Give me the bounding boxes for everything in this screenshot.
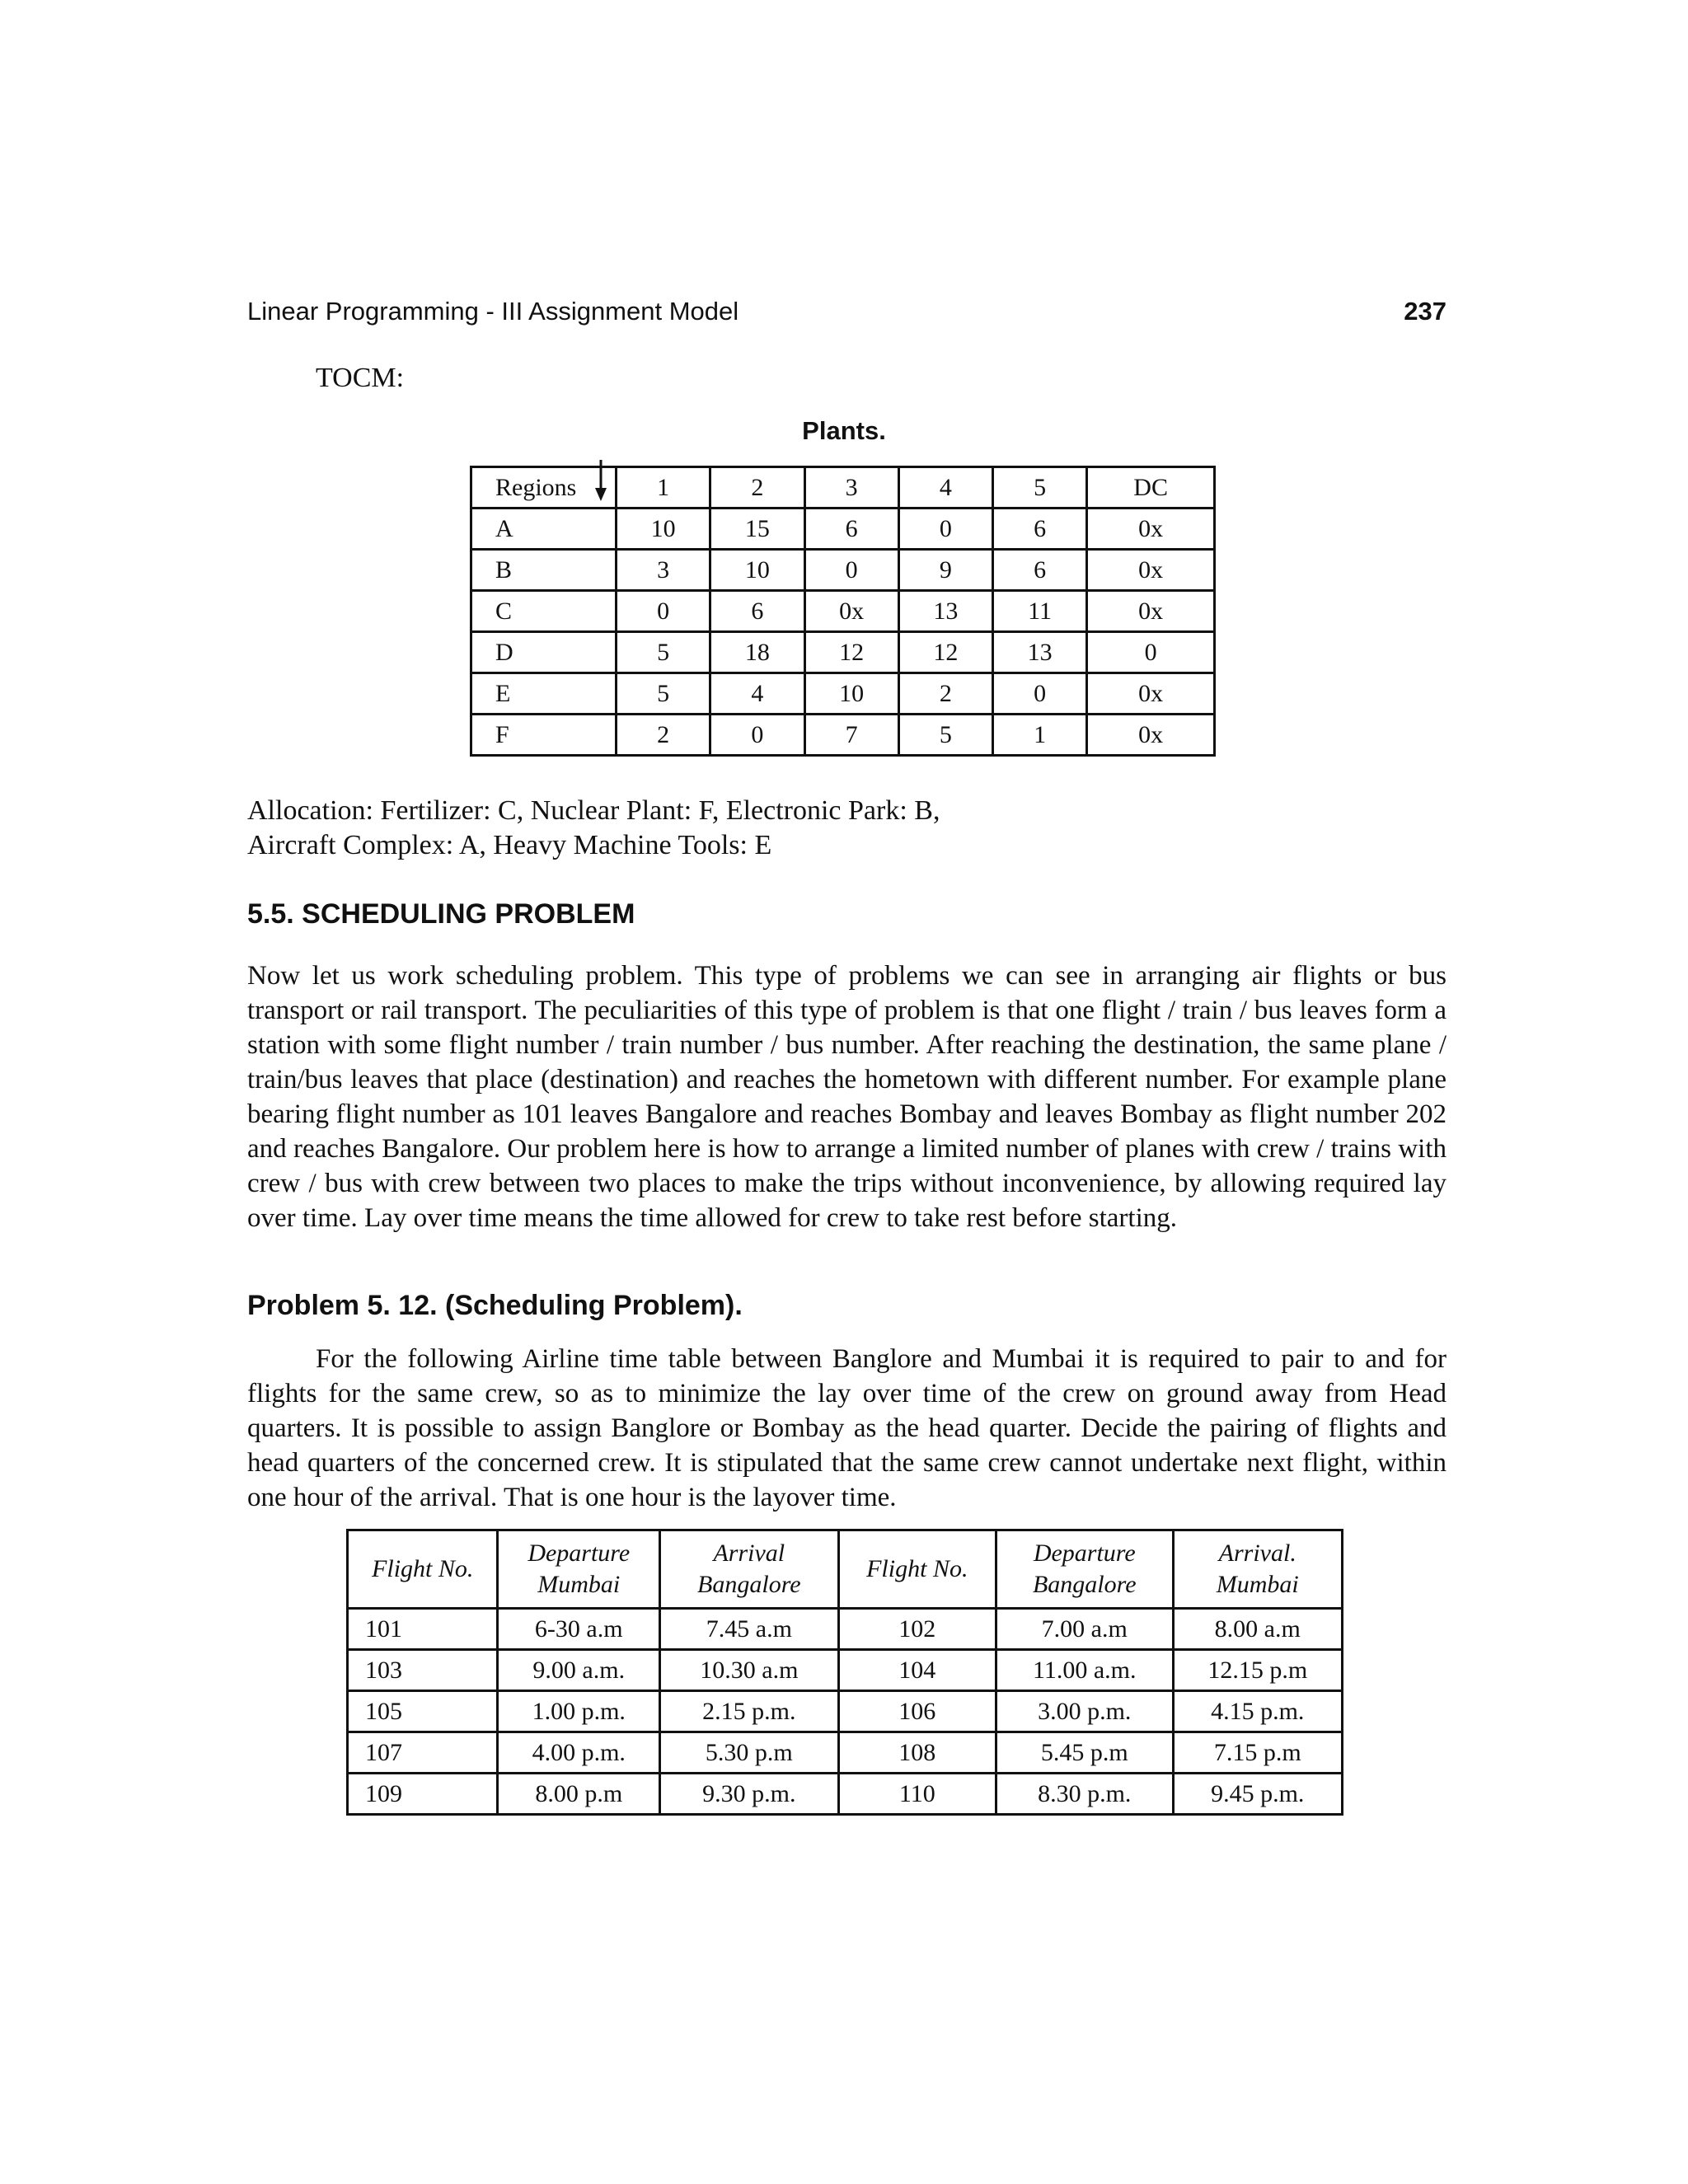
- table-cell: 5: [617, 632, 710, 673]
- table-cell: 102: [838, 1609, 996, 1650]
- table-cell: 13: [993, 632, 1087, 673]
- table-row: [471, 591, 1215, 632]
- table-cell: 10: [617, 509, 710, 550]
- tocm-row-label: C: [471, 591, 617, 632]
- allocation-text: [247, 794, 1447, 863]
- table-cell: 11: [993, 591, 1087, 632]
- table-cell: 0: [804, 550, 898, 591]
- table-cell: 0: [617, 591, 710, 632]
- table-cell: 109: [348, 1774, 498, 1815]
- table-cell: 8.00 p.m: [498, 1774, 660, 1815]
- table-cell: 0x: [804, 591, 898, 632]
- table-cell: 107: [348, 1732, 498, 1774]
- table-cell: 12: [804, 632, 898, 673]
- table-cell: 13: [898, 591, 992, 632]
- header-line: Departure: [1033, 1540, 1136, 1567]
- table-cell: 105: [348, 1691, 498, 1732]
- tocm-row-label: E: [471, 673, 617, 715]
- table-cell: 0x: [1087, 715, 1215, 756]
- table-cell: 5: [898, 715, 992, 756]
- table-cell: 2: [617, 715, 710, 756]
- table-cell: 9.45 p.m.: [1173, 1774, 1342, 1815]
- table-cell: 108: [838, 1732, 996, 1774]
- tocm-col-header: DC: [1087, 467, 1215, 509]
- flight-header-row: [348, 1530, 1343, 1609]
- table-row: [348, 1732, 1343, 1774]
- page-number: 237: [1404, 297, 1447, 326]
- header-line: Bangalore: [1032, 1571, 1137, 1598]
- table-cell: 8.30 p.m.: [996, 1774, 1173, 1815]
- header-line: Arrival: [713, 1540, 785, 1567]
- header-line: Departure: [528, 1540, 631, 1567]
- table-cell: 6: [993, 509, 1087, 550]
- tocm-col-header: 2: [710, 467, 804, 509]
- table-cell: 10.30 a.m: [660, 1650, 839, 1691]
- table-cell: 10: [804, 673, 898, 715]
- table-cell: 0: [710, 715, 804, 756]
- tocm-col-header: 4: [898, 467, 992, 509]
- table-cell: 7: [804, 715, 898, 756]
- table-cell: 0x: [1087, 673, 1215, 715]
- flight-col-header: [660, 1530, 839, 1609]
- table-cell: 4: [710, 673, 804, 715]
- tocm-row-label: B: [471, 550, 617, 591]
- table-row: [348, 1650, 1343, 1691]
- table-cell: 3.00 p.m.: [996, 1691, 1173, 1732]
- table-row: [348, 1774, 1343, 1815]
- table-cell: 1: [993, 715, 1087, 756]
- flight-col-header: [1173, 1530, 1342, 1609]
- table-cell: 104: [838, 1650, 996, 1691]
- allocation-line: Allocation: Fertilizer: C, Nuclear Plant: F, Electronic Park: B,: [247, 795, 940, 826]
- table-cell: 18: [710, 632, 804, 673]
- tocm-col-header: 5: [993, 467, 1087, 509]
- table-cell: 0x: [1087, 591, 1215, 632]
- header-line: Flight No.: [866, 1555, 968, 1582]
- tocm-corner-cell: [471, 467, 617, 509]
- problem-heading: Problem 5. 12. (Scheduling Problem).: [247, 1290, 743, 1321]
- table-cell: 6: [710, 591, 804, 632]
- table-cell: 5.30 p.m: [660, 1732, 839, 1774]
- header-line: Arrival.: [1218, 1540, 1296, 1567]
- table-cell: 6-30 a.m: [498, 1609, 660, 1650]
- allocation-line: Aircraft Complex: A, Heavy Machine Tools: E: [247, 830, 772, 860]
- flight-col-header: [996, 1530, 1173, 1609]
- flight-col-header: [348, 1530, 498, 1609]
- tocm-col-header: 1: [617, 467, 710, 509]
- tocm-col-header: 3: [804, 467, 898, 509]
- flight-col-header: [498, 1530, 660, 1609]
- table-row: [471, 715, 1215, 756]
- table-cell: 15: [710, 509, 804, 550]
- table-row: [471, 632, 1215, 673]
- plants-table-caption: Plants.: [802, 416, 886, 445]
- tocm-row-label: F: [471, 715, 617, 756]
- table-cell: 9: [898, 550, 992, 591]
- table-cell: 5.45 p.m: [996, 1732, 1173, 1774]
- table-cell: 0: [993, 673, 1087, 715]
- tocm-row-label: A: [471, 509, 617, 550]
- header-line: Flight No.: [372, 1555, 474, 1582]
- table-cell: 110: [838, 1774, 996, 1815]
- table-cell: 2: [898, 673, 992, 715]
- header-line: Mumbai: [1216, 1571, 1299, 1598]
- table-row: [348, 1609, 1343, 1650]
- table-cell: 101: [348, 1609, 498, 1650]
- tocm-table: [470, 466, 1216, 757]
- table-cell: 6: [804, 509, 898, 550]
- table-cell: 7.00 a.m: [996, 1609, 1173, 1650]
- table-cell: 7.45 a.m: [660, 1609, 839, 1650]
- table-cell: 2.15 p.m.: [660, 1691, 839, 1732]
- table-cell: 103: [348, 1650, 498, 1691]
- running-header: [247, 297, 1447, 326]
- table-cell: 1.00 p.m.: [498, 1691, 660, 1732]
- section-paragraph: Now let us work scheduling problem. This type of problems we can see in arranging air flights or bus transport or rail transport. The peculiarities of this type of problem is that one flight / train / bus leaves form a station with some flight number / train number / bus number. After reaching the destination, the same plane / train/bus leaves that place (destination) and reaches the hometown with different number. For example plane bearing flight number as 101 leaves Bangalore and reaches Bombay and leaves Bombay as flight number 202 and reaches Bangalore. Our problem here is how to arrange a limited number of planes with crew / trains with crew / bus with crew between two places to make the trips without inconvenience, by allowing required lay over time. Lay over time means the time allowed for crew to take rest before starting.: [247, 961, 1447, 1233]
- table-cell: 9.00 a.m.: [498, 1650, 660, 1691]
- table-cell: 0x: [1087, 509, 1215, 550]
- table-cell: 10: [710, 550, 804, 591]
- table-cell: 12.15 p.m: [1173, 1650, 1342, 1691]
- table-cell: 7.15 p.m: [1173, 1732, 1342, 1774]
- table-row: [471, 673, 1215, 715]
- table-cell: 11.00 a.m.: [996, 1650, 1173, 1691]
- tocm-header-row: [471, 467, 1215, 509]
- table-cell: 3: [617, 550, 710, 591]
- flight-timetable: [346, 1529, 1343, 1816]
- table-cell: 106: [838, 1691, 996, 1732]
- table-cell: 0x: [1087, 550, 1215, 591]
- table-row: [348, 1691, 1343, 1732]
- table-cell: 5: [617, 673, 710, 715]
- section-heading: 5.5. SCHEDULING PROBLEM: [247, 898, 635, 930]
- flight-col-header: [838, 1530, 996, 1609]
- table-cell: 9.30 p.m.: [660, 1774, 839, 1815]
- table-cell: 6: [993, 550, 1087, 591]
- table-cell: 4.15 p.m.: [1173, 1691, 1342, 1732]
- header-title: Linear Programming - III Assignment Model: [247, 297, 739, 326]
- table-cell: 0: [1087, 632, 1215, 673]
- table-row: [471, 509, 1215, 550]
- tocm-label: TOCM:: [316, 363, 405, 393]
- table-cell: 12: [898, 632, 992, 673]
- header-line: Mumbai: [537, 1571, 621, 1598]
- tocm-row-label: D: [471, 632, 617, 673]
- table-cell: 0: [898, 509, 992, 550]
- table-cell: 4.00 p.m.: [498, 1732, 660, 1774]
- table-row: [471, 550, 1215, 591]
- table-cell: 8.00 a.m: [1173, 1609, 1342, 1650]
- problem-paragraph: For the following Airline time table between Banglore and Mumbai it is required to pair to and for flights for the same crew, so as to minimize the lay over time of the crew on ground away from Head quarters. It is possible to assign Banglore or Bombay as the head quarter. Decide the pairing of flights and head quarters of the concerned crew. It is stipulated that the same crew cannot undertake next flight, within one hour of the arrival. That is one hour is the layover time.: [247, 1344, 1447, 1512]
- header-line: Bangalore: [697, 1571, 801, 1598]
- down-arrow-icon: [593, 460, 608, 501]
- regions-label: Regions: [495, 473, 577, 501]
